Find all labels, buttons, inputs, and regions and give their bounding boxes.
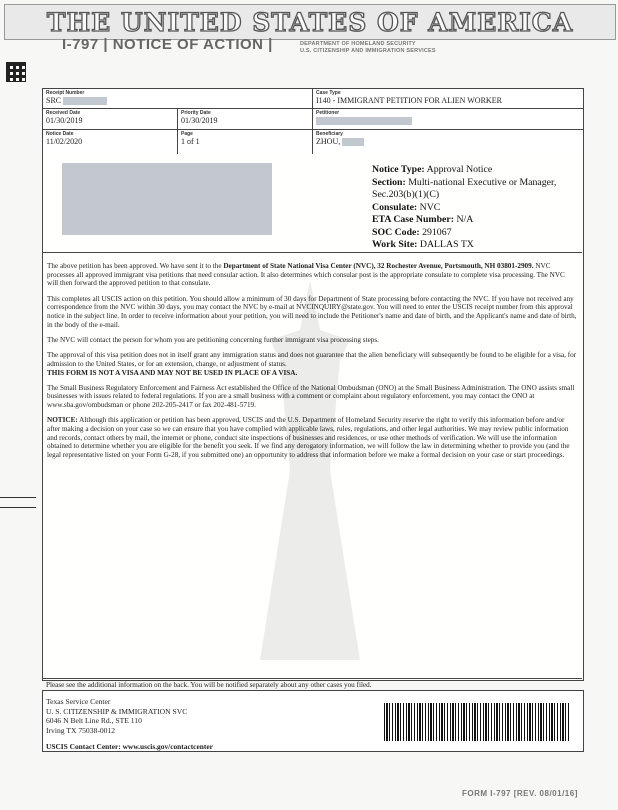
receipt-number-cell: Receipt Number SRC	[43, 89, 313, 109]
department-line2: U.S. CITIZENSHIP AND IMMIGRATION SERVICES	[300, 48, 436, 54]
barcode-icon	[384, 703, 570, 741]
notice-date: 11/02/2020	[46, 137, 83, 146]
page-value: 1 of 1	[181, 137, 200, 146]
paragraph-nvc-contact: The NVC will contact the person for whom you are petitioning concerning further immigrant visa processing steps.	[47, 335, 379, 344]
priority-date: 01/30/2019	[181, 116, 218, 125]
case-type: I140 - IMMIGRANT PETITION FOR ALIEN WORKER	[316, 96, 502, 105]
department-line1: DEPARTMENT OF HOMELAND SECURITY	[300, 41, 416, 47]
paragraph-notice: NOTICE: Although this application or petition has been approved, USCIS and the U.S. Department of Homeland Security reserve the right to verify this information before and/or after making a decision on your case so we can ensure that you have complied with applicable laws, rules, regulations, and other legal authorities. We may review public information and records, contact others by mail, the internet or phone, conduct site inspections of businesses and residences, or use other methods of verification. We will use the information obtained to determine whether you are eligible for the benefit you seek. If we find any derogatory information, we will follow the law in determining whether to provide you (and the legal representative listed on your Form G-28, if you submitted one) an opportunity to address that information before we make a formal decision on your case or start proceedings.	[47, 416, 570, 460]
page-cell: Page 1 of 1	[178, 130, 313, 155]
beneficiary-cell: Beneficiary ZHOU,	[313, 130, 583, 155]
work-site: DALLAS TX	[419, 239, 474, 250]
paragraph-uscis-action: This completes all USCIS action on this petition. You should allow a minimum of 30 days for Department of State processing before contacting the NVC. If you have not received any correspondence from the NVC within 30 days, you may contact the NVC by e-mail at NVCINQUIRY@state.gov. You will need to enter the USCIS receipt number from this approval notice in the subject line. In order to receive information about your petition, you will need to include the Petitioner's name and date of birth, and the Applicant's name and date of birth, in the body of the e-mail.	[47, 294, 577, 329]
notice-date-cell: Notice Date 11/02/2020	[43, 130, 178, 155]
paragraph-ombudsman: The Small Business Regulatory Enforcement and Fairness Act established the Office of the National Ombudsman (ONO) at the Small Business Administration. The ONO assists small businesses with issues related to federal regulations. If you are a small business with a comment or complaint about regulatory enforcement, you may contact the ONO at www.sba.gov/ombudsman or phone 202-205-2417 or fax 202-481-5719.	[47, 383, 575, 410]
redacted-address-block	[62, 163, 272, 235]
divider	[43, 678, 582, 679]
paragraph-approval: The above petition has been approved. We have sent it to the Department of State National Visa Center (NVC), 32 Rochester Avenue, Portsmouth, NH 03801-2909. NVC processes all approved immigrant visa petitions that need consular action. It also determines which consular post is the appropriate consulate to complete visa processing. The NVC will then forward the approved petition to that consulate.	[47, 262, 565, 288]
eta-case-number: N/A	[456, 214, 474, 225]
banner-seal	[4, 4, 616, 40]
redaction	[342, 138, 364, 146]
priority-date-cell: Priority Date 01/30/2019	[178, 109, 313, 130]
petitioner-cell: Petitioner	[313, 109, 583, 130]
notice-type: Approval Notice	[426, 164, 493, 175]
case-type-cell: Case Type I140 - IMMIGRANT PETITION FOR ALIEN WORKER	[313, 89, 583, 109]
banner-text: THE UNITED STATES OF AMERICA	[46, 7, 574, 37]
notice-details: Notice Type: Approval Notice Section: Multi-national Executive or Manager, Sec.203(b)(1)(C) Consulate: NVC ETA Case Number: N/A SOC Code: 291067 Work Site: DALLAS TX	[372, 164, 557, 250]
additional-info-note: Please see the additional information on the back. You will be notified separately about any other cases you filed.	[46, 681, 372, 689]
consulate: NVC	[419, 201, 441, 213]
soc-code: 291067	[422, 226, 452, 238]
notice-body-text	[47, 262, 577, 466]
redaction	[63, 97, 107, 105]
contact-center: USCIS Contact Center: www.uscis.gov/contactcenter	[46, 742, 213, 751]
datamatrix-code-icon	[6, 62, 26, 82]
fold-mark	[0, 497, 36, 498]
form-title: I-797 | NOTICE OF ACTION |	[62, 36, 273, 53]
department-block	[300, 41, 436, 55]
form-number: FORM I-797 [REV. 08/01/16]	[462, 789, 578, 798]
received-date: 01/30/2019	[46, 116, 83, 125]
redaction	[316, 117, 412, 125]
section-value-2: Sec.203(b)(1)(C)	[372, 189, 440, 200]
receipt-number: SRC	[46, 96, 62, 105]
received-date-cell: Received Date 01/30/2019	[43, 109, 178, 130]
beneficiary: ZHOU,	[316, 137, 341, 146]
paragraph-no-status: The approval of this visa petition does not in itself grant any immigration status and does not guarantee that the alien beneficiary will subsequently be found to be eligible for a visa, for admission to the United States, or for an extension, change, or adjustment of status. THIS FORM IS NOT A VISA AND MAY NOT BE USED IN PLACE OF A VISA.	[47, 351, 577, 377]
section-value: Multi-national Executive or Manager,	[408, 176, 557, 188]
divider	[43, 252, 582, 253]
header-fields-table	[42, 88, 584, 156]
service-center-address: Texas Service Center U. S. CITIZENSHIP & IMMIGRATION SVC 6046 N Belt Line Rd., STE 110 Irving TX 75038-0012	[46, 697, 188, 735]
fold-mark	[0, 507, 36, 508]
